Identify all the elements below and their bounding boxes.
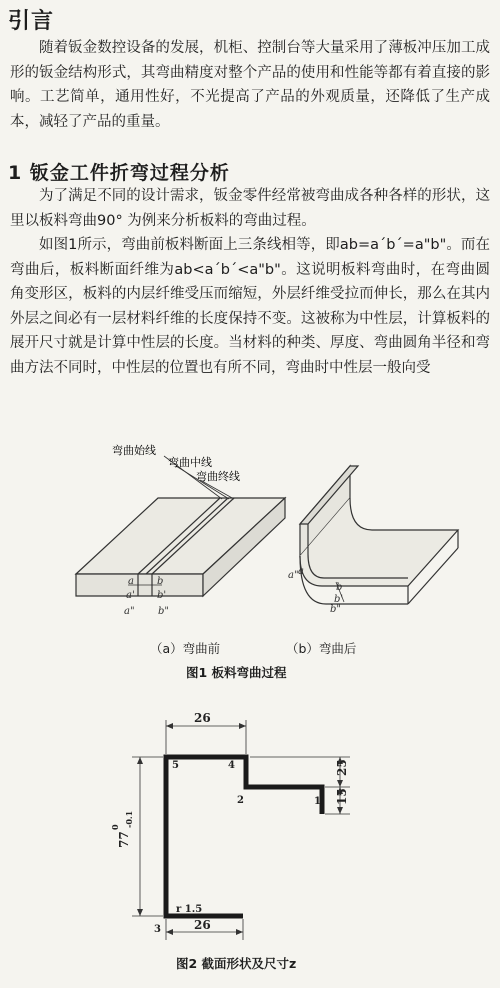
label-bend-start: 弯曲始线 bbox=[112, 444, 156, 457]
dim-15: 15 bbox=[335, 788, 349, 805]
section1-paragraph-1: 为了满足不同的设计需求，钣金零件经常被弯曲成各种各样的形状，这里以板料弯曲90° 为例来分析板料的弯曲过程。 bbox=[10, 188, 490, 229]
label-b1: b' bbox=[157, 590, 167, 601]
point-5: 5 bbox=[172, 760, 179, 771]
figure-1-drawing bbox=[0, 436, 500, 696]
figure-1-caption: 图1 板料弯曲过程 bbox=[186, 665, 287, 680]
dim-height-sup: 0 bbox=[110, 824, 120, 830]
dim-25: 25 bbox=[335, 759, 349, 776]
heading-intro: 引言 bbox=[8, 9, 55, 34]
point-2: 2 bbox=[237, 795, 244, 806]
intro-paragraph: 随着钣金数控设备的发展，机柜、控制台等大量采用了薄板冲压加工成形的钣金结构形式，其弯曲精度对整个产品的使用和性能等都有着直接的影响。工艺简单，通用性好，不光提高了产品的外观质量，还降低了生产成本，减轻了产品的重量。 bbox=[10, 40, 490, 130]
dim-height-sub: -0.1 bbox=[124, 810, 134, 828]
label-b-a: a bbox=[298, 566, 304, 577]
label-bend-end: 弯曲终线 bbox=[196, 470, 240, 483]
figure-2-drawing bbox=[0, 700, 500, 980]
label-b-b2: b" bbox=[330, 604, 342, 615]
section1-paragraph-2: 如图1所示，弯曲前板料断面上三条线相等，即ab=a´b´=a"b"。而在弯曲后，板料断面纤维为ab<a´b´<a"b"。这说明板料弯曲时，在弯曲圆角变形区，板料的内层纤维受压而缩短，外层纤维受拉而伸长，那么在其内外层之间必有一层材料纤维的长度保持不变。这被称为中性层，计算板料的展开尺寸就是计算中性层的长度。当材料的种类、厚度、弯曲圆角半径和弯曲方法不同时，中性层的位置也有所不同，弯曲时中性层一般向受 bbox=[10, 237, 490, 376]
figure-1-sub-a: （a）弯曲前 bbox=[150, 641, 221, 656]
figure-2-caption: 图2 截面形状及尺寸z bbox=[176, 956, 297, 971]
radius-label: r 1.5 bbox=[176, 904, 203, 915]
label-b-b: b bbox=[336, 582, 343, 593]
point-4: 4 bbox=[228, 760, 235, 771]
figure-1-sub-b: （b）弯曲后 bbox=[286, 641, 357, 656]
label-a: a bbox=[128, 576, 134, 587]
point-1: 1 bbox=[314, 796, 321, 807]
label-b2: b" bbox=[158, 606, 170, 617]
dim-bottom-26: 26 bbox=[194, 918, 211, 932]
label-a2: a" bbox=[124, 606, 135, 617]
dim-height-77: 77 bbox=[117, 831, 131, 848]
label-a1: a' bbox=[126, 590, 135, 601]
figure-1 bbox=[0, 436, 500, 696]
heading-section-1: 1 钣金工件折弯过程分析 bbox=[8, 162, 230, 184]
figure-2 bbox=[0, 700, 500, 980]
dim-top-26: 26 bbox=[194, 711, 211, 725]
label-b-a2: a" bbox=[288, 570, 299, 581]
label-b: b bbox=[157, 576, 164, 587]
point-3: 3 bbox=[154, 924, 161, 935]
label-bend-center: 弯曲中线 bbox=[168, 456, 212, 469]
label-b-b1: b' bbox=[334, 594, 344, 605]
